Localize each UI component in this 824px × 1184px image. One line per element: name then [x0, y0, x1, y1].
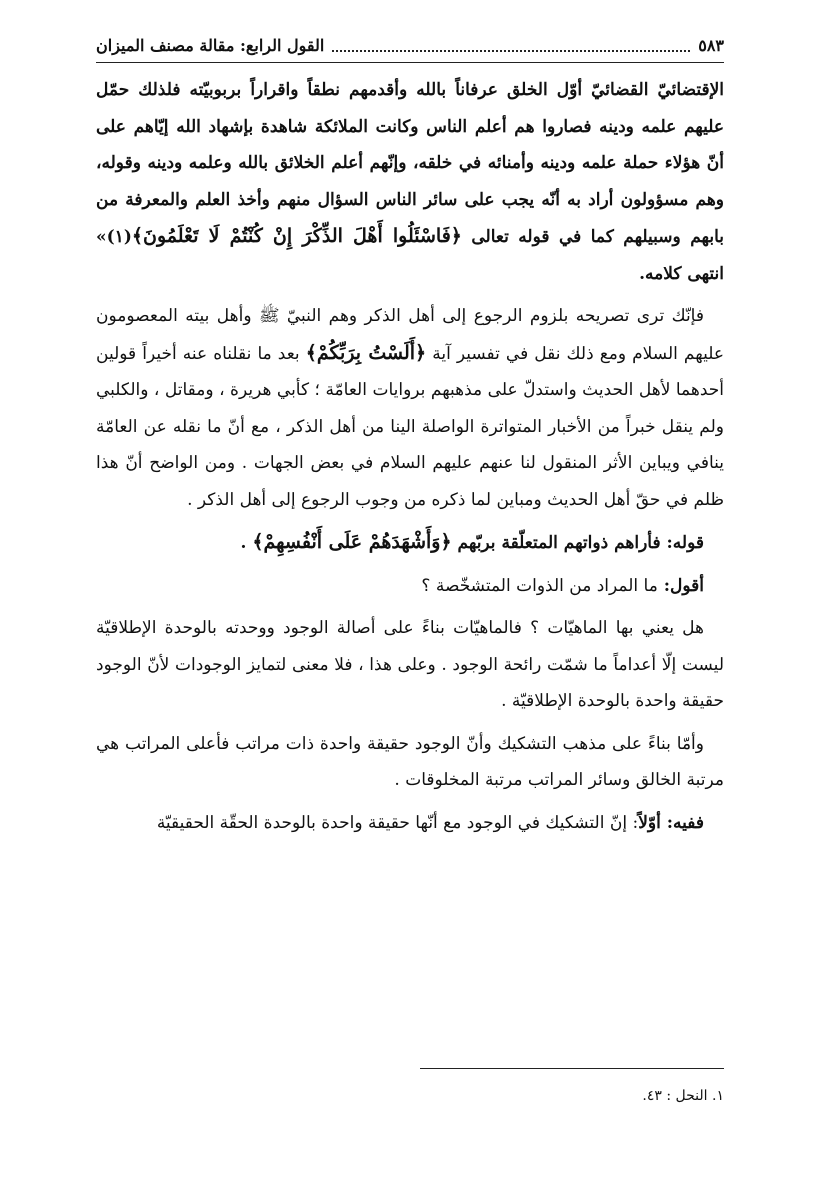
text-span: ما المراد من الذوات المتشخّصة ؟ [421, 575, 658, 596]
running-header [96, 30, 724, 60]
text-span: هل يعني بها الماهيّات ؟ فالماهيّات بناءً على أصالة الوجود ووحدته بالوحدة الإطلاقيّة ليست إلّا أعداماً ما شمّت رائحة الوجود . وعلى هذا ، فلا معنى لتمايز الوجودات لأنّ الوجود حقيقة واحدة بالوحدة الإطلاقيّة . [96, 618, 724, 711]
footnote: ١. النحل : ٤٣. [642, 1088, 724, 1104]
paragraph-p5 [96, 610, 724, 720]
bold-label: أوّلاً [638, 812, 661, 833]
text-span: (١)» انتهى كلامه. [96, 227, 724, 284]
paragraph-p4 [96, 568, 724, 605]
bold-label: ففيه: [660, 812, 704, 833]
text-span: : إنّ التشكيك في الوجود مع أنّها حقيقة واحدة بالوحدة الحقّة الحقيقيّة [156, 812, 639, 833]
main-text [96, 72, 724, 847]
paragraph-p3 [96, 524, 724, 562]
bold-label: قوله: فأراهم ذواتهم المتعلّقة بربّهم [451, 533, 704, 553]
text-span: وأمّا بناءً على مذهب التشكيك وأنّ الوجود حقيقة واحدة ذات مراتب فأعلى المراتب هي مرتبة الخالق وسائر المراتب مرتبة المخلوقات . [96, 733, 724, 790]
quran-verse: ﴿وَأَشْهَدَهُمْ عَلَى أَنْفُسِهِمْ﴾ [252, 531, 452, 553]
bold-label: . [240, 533, 253, 553]
text-span: الإقتضائيّ القضائيّ أوّل الخلق عرفاناً بالله وأقدمهم نطقاً واقراراً بربوبيّته فلذلك حمّل عليهم علمه ودينه فصاروا هم أعلم الناس وكانت الملائكة شاهدة بإشهاد الله إيّاهم على أنّ هؤلاء حملة علمه ودينه وأمنائه في خلقه، وإنّهم أعلم الخلائق بالله وعلمه ودينه وقوله، وهم مسؤولون أراد به أنّه يجب على سائر الناس السؤال منهم وأخذ العلم والمعرفة من بابهم وسبيلهم كما في قوله تعالى [96, 80, 724, 247]
header-title: القول الرابع: مقالة مصنف الميزان [96, 35, 325, 55]
bold-label: أقول: [657, 575, 704, 596]
paragraph-p2 [96, 298, 724, 518]
page-number: ٥٨٣ [698, 35, 724, 55]
header-divider [96, 62, 724, 63]
paragraph-p1 [96, 72, 724, 292]
text-span: بعد ما نقلناه عنه أخيراً قولين أحدهما لأهل الحديث واستدلّ على مذهبهم بروايات العامّة ؛ كأبي هريرة ، ومقاتل ، والكلبي ولم ينقل خبراً من الأخبار المتواترة الواصلة الينا من أهل الذكر ، مع أنّ ما نقله عن العامّة ينافي ويباين الأثر المنقول لنا عنهم عليهم السلام في بعض الجهات . ومن الواضح أنّ هذا ظلم في حقّ أهل الحديث ومباين لما ذكره من وجوب الرجوع إلى أهل الذكر . [96, 343, 724, 510]
quran-verse: ﴿فَاسْئَلُوا أَهْلَ الذِّكْرَ إِنْ كُنْتُمْ لَا تَعْلَمُونَ﴾ [131, 225, 462, 247]
paragraph-p7 [96, 805, 724, 842]
quran-verse: ﴿أَلَسْتُ بِرَبِّكُمْ﴾ [305, 341, 427, 364]
text-span: فإنّك ترى تصريحه بلزوم الرجوع إلى أهل الذكر وهم النبيّ ﷺ وأهل بيته المعصومون عليهم السلام ومع ذلك نقل في تفسير آية [96, 306, 724, 364]
paragraph-p6 [96, 726, 724, 799]
footnote-divider [420, 1068, 724, 1069]
header-dot-leader [332, 50, 690, 52]
